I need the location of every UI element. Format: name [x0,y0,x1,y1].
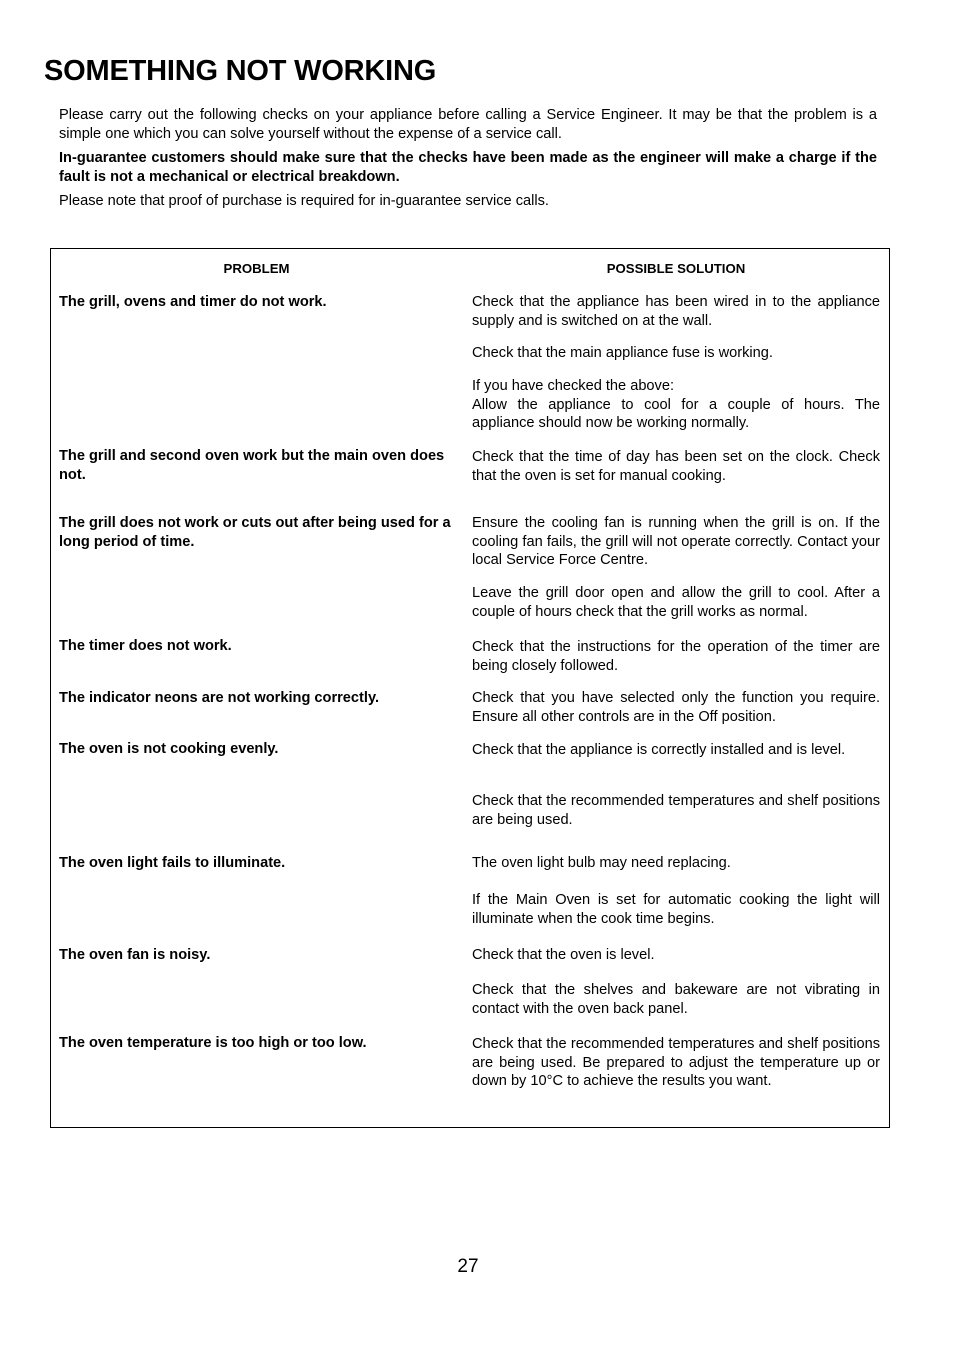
guarantee-notice: In-guarantee customers should make sure that the checks have been made as the engineer will make a charge if the fault is not a mechanical or electrical breakdown. [59,150,877,185]
problem-cell: The grill does not work or cuts out after being used for a long period of time. [59,515,451,550]
solution-cell: If the Main Oven is set for automatic cooking the light will illuminate when the cook time begins. [472,892,880,927]
solution-column-header: POSSIBLE SOLUTION [606,261,746,276]
solution-cell: Check that the shelves and bakeware are not vibrating in contact with the oven back panel. [472,982,880,1017]
solution-cell: Check that the oven is level. [472,947,655,963]
proof-of-purchase-note: Please note that proof of purchase is required for in-guarantee service calls. [59,193,549,209]
intro-paragraph: Please carry out the following checks on your appliance before calling a Service Engineer. It may be that the problem is a simple one which you can solve yourself without the expense of a service call. [59,107,877,142]
solution-cell: Check that the time of day has been set on the clock. Check that the oven is set for manual cooking. [472,449,880,484]
solution-cell: Check that the recommended temperatures and shelf positions are being used. [472,793,880,828]
solution-cell: Check that the appliance is correctly installed and is level. [472,742,846,758]
problem-cell: The grill, ovens and timer do not work. [59,294,327,310]
page-title: SOMETHING NOT WORKING [44,55,437,87]
problem-cell: The oven light fails to illuminate. [59,855,286,871]
solution-cell: Check that the recommended temperatures and shelf positions are being used. Be prepared to adjust the temperature up or down by 10°C to achieve the results you want. [472,1036,880,1089]
solution-cell: The oven light bulb may need replacing. [472,855,731,871]
problem-column-header: PROBLEM [223,261,290,276]
solution-cell: Check that the instructions for the operation of the timer are being closely followed. [472,639,880,674]
solution-cell: Check that you have selected only the function you require. Ensure all other controls are in the Off position. [472,690,880,725]
solution-cell: If you have checked the above: Allow the appliance to cool for a couple of hours. The appliance should now be working normally. [472,378,880,431]
problem-cell: The oven is not cooking evenly. [59,741,279,757]
problem-cell: The timer does not work. [59,638,232,654]
solution-cell: Check that the appliance has been wired in to the appliance supply and is switched on at the wall. [472,294,880,329]
solution-cell: Ensure the cooling fan is running when the grill is on. If the cooling fan fails, the grill will not operate correctly. Contact your local Service Force Centre. [472,515,880,568]
solution-cell: Leave the grill door open and allow the grill to cool. After a couple of hours check that the grill works as normal. [472,585,880,620]
page-number: 27 [457,1256,479,1277]
problem-cell: The grill and second oven work but the main oven does not. [59,448,445,483]
problem-cell: The oven fan is noisy. [59,947,211,963]
solution-cell: Check that the main appliance fuse is working. [472,345,773,361]
problem-cell: The oven temperature is too high or too low. [59,1035,367,1051]
problem-cell: The indicator neons are not working correctly. [59,690,380,706]
